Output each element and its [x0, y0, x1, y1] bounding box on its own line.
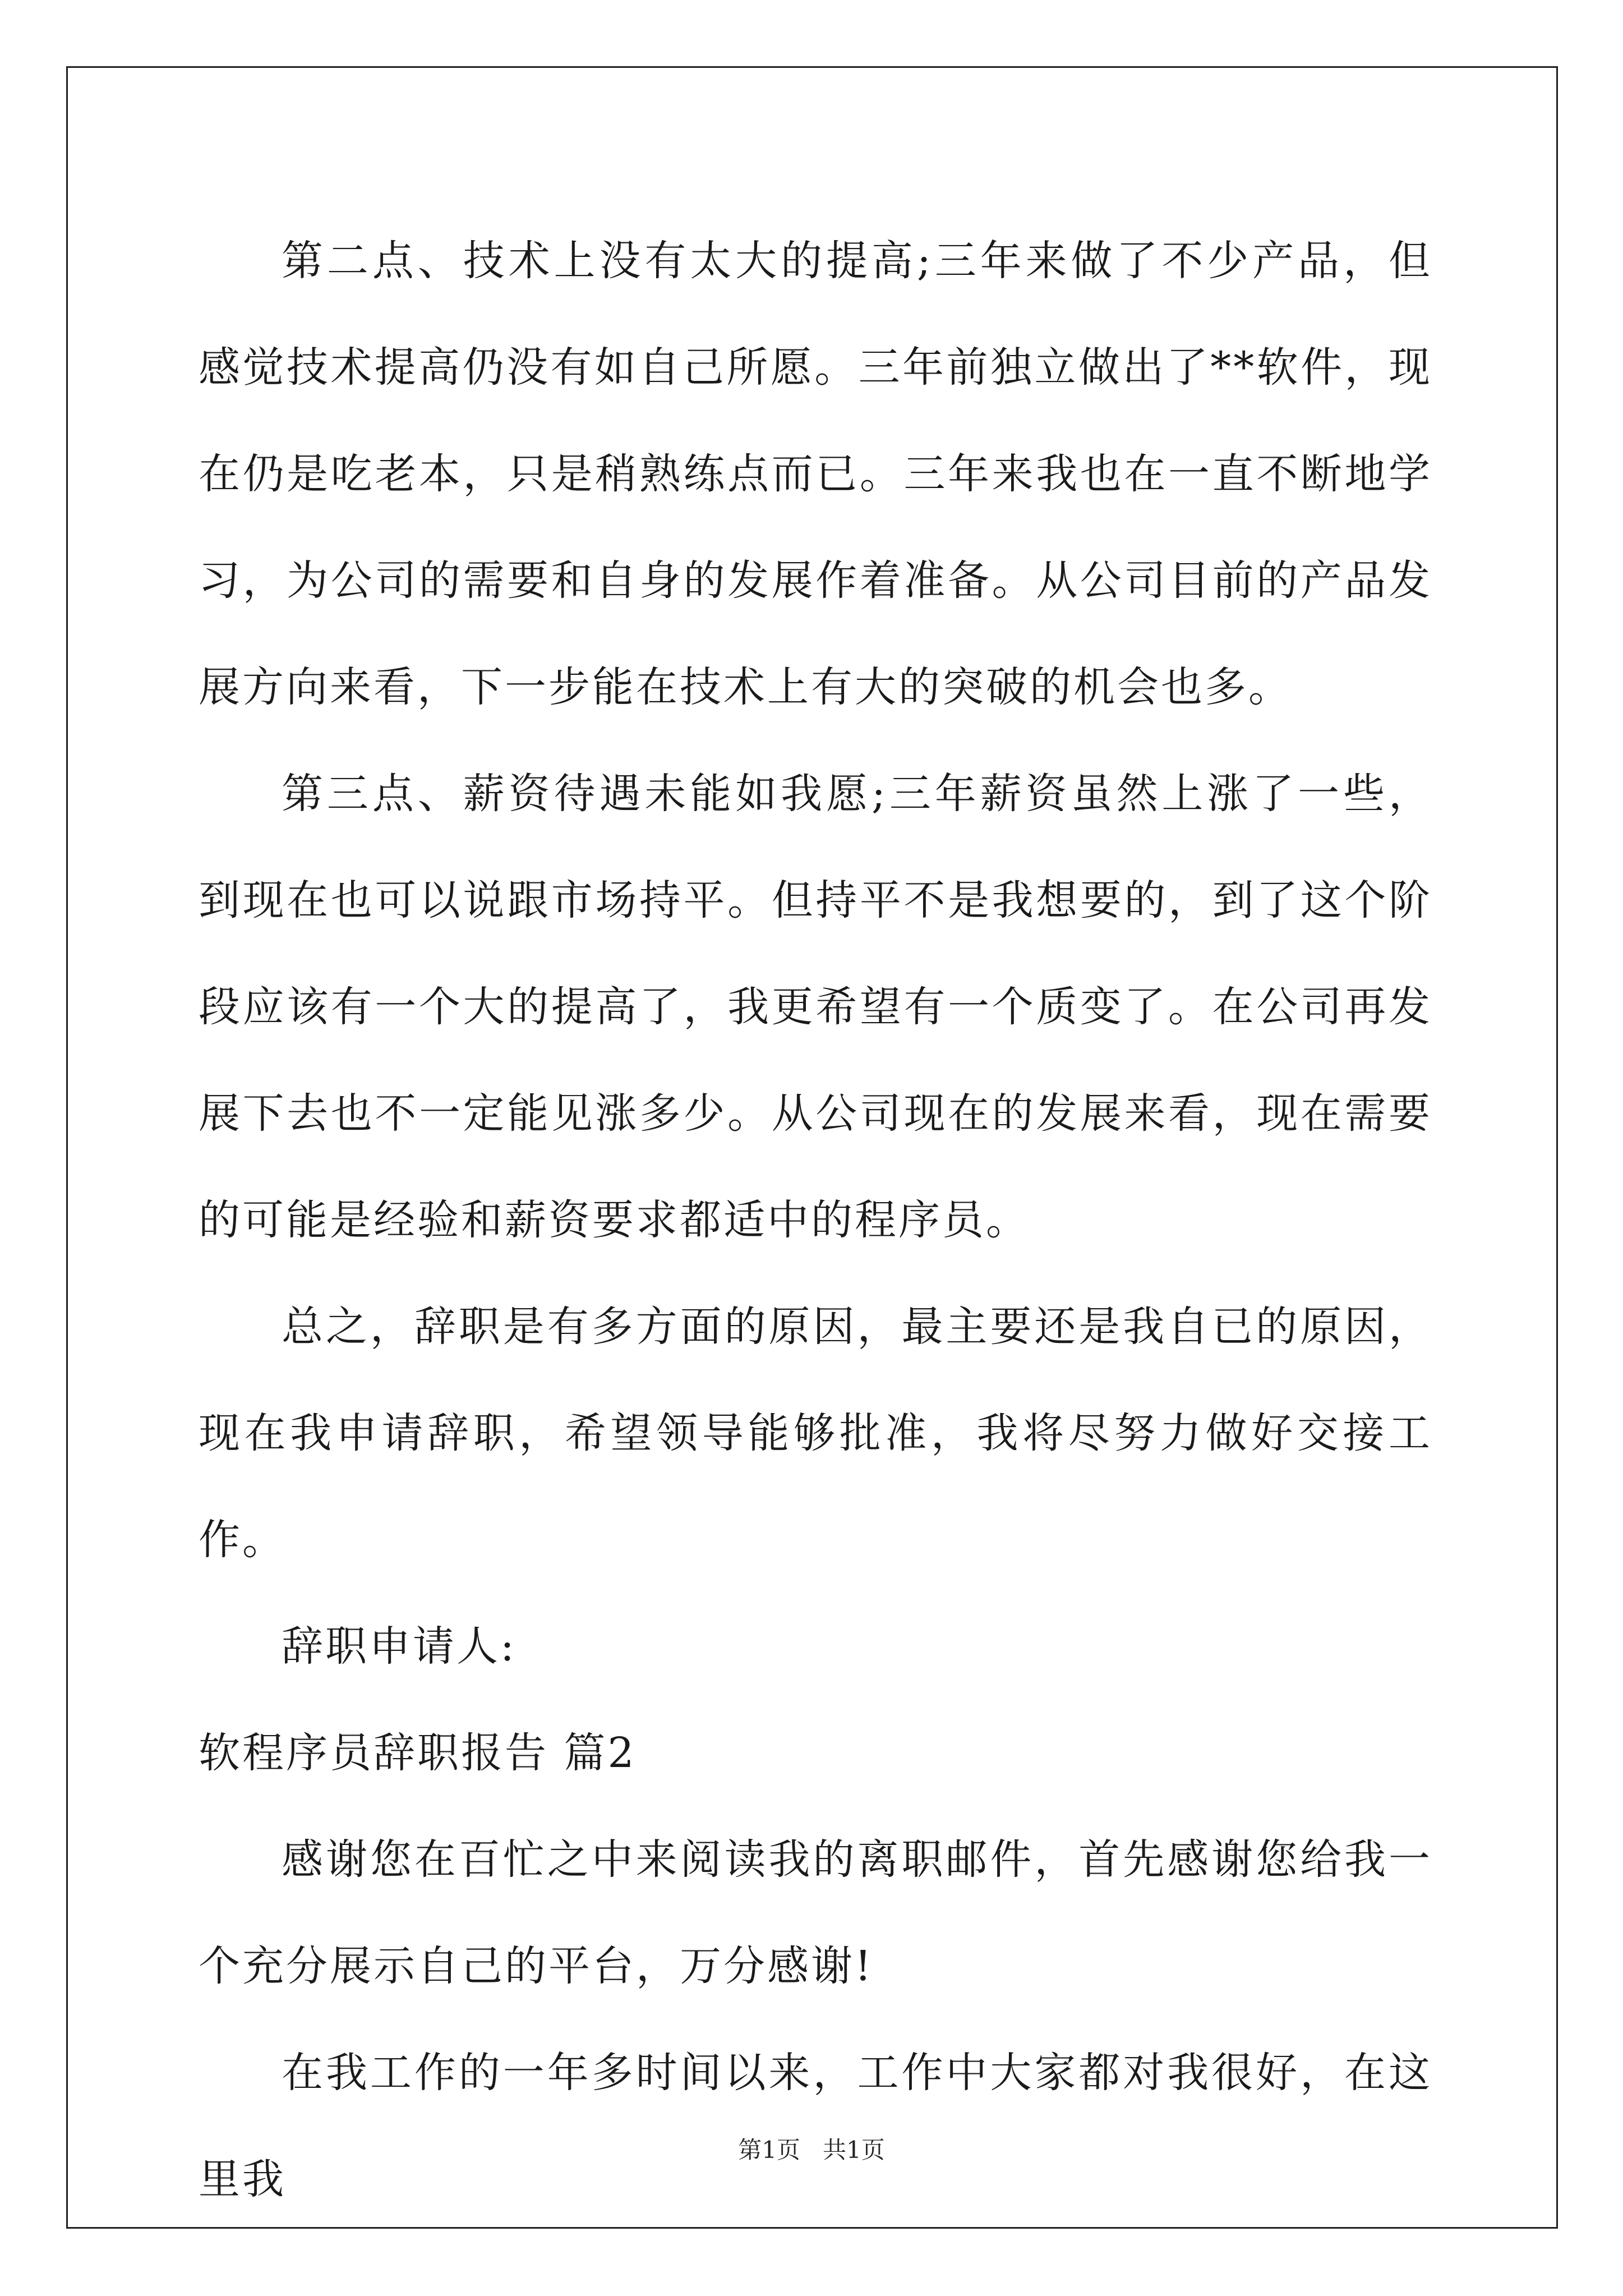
document-body: [199, 208, 1432, 2233]
section-heading: 软程序员辞职报告 篇2: [199, 1729, 637, 1777]
paragraph-work-time: 在我工作的一年多时间以来，工作中大家都对我很好，在这里我: [199, 2049, 1432, 2203]
paragraph-tech-improvement: 第二点、技术上没有太大的提高;三年来做了不少产品，但感觉技术提高仍没有如自己所愿。三年前独立做出了**软件，现在仍是吃老本，只是稍熟练点而已。三年来我也在一直不断地学习，为公司的需要和自身的发展作着准备。从公司目前的产品发展方向来看，下一步能在技术上有大的突破的机会也多。: [199, 237, 1432, 711]
paragraph-thanks: 感谢您在百忙之中来阅读我的离职邮件，首先感谢您给我一个充分展示自己的平台，万分感谢!: [199, 1835, 1432, 1990]
paragraph-salary: 第三点、薪资待遇未能如我愿;三年薪资虽然上涨了一些，到现在也可以说跟市场持平。但持平不是我想要的，到了这个阶段应该有一个大的提高了，我更希望有一个质变了。在公司再发展下去也不一定能见涨多少。从公司现在的发展来看，现在需要的可能是经验和薪资要求都适中的程序员。: [199, 770, 1432, 1244]
page-number: 第1页: [738, 2136, 800, 2164]
signature-line: 辞职申请人:: [282, 1622, 517, 1671]
page-footer: [0, 2132, 1623, 2165]
page-total: 共1页: [823, 2136, 885, 2164]
paragraph-conclusion: 总之，辞职是有多方面的原因，最主要还是我自已的原因，现在我申请辞职，希望领导能够批准，我将尽努力做好交接工作。: [199, 1303, 1432, 1564]
